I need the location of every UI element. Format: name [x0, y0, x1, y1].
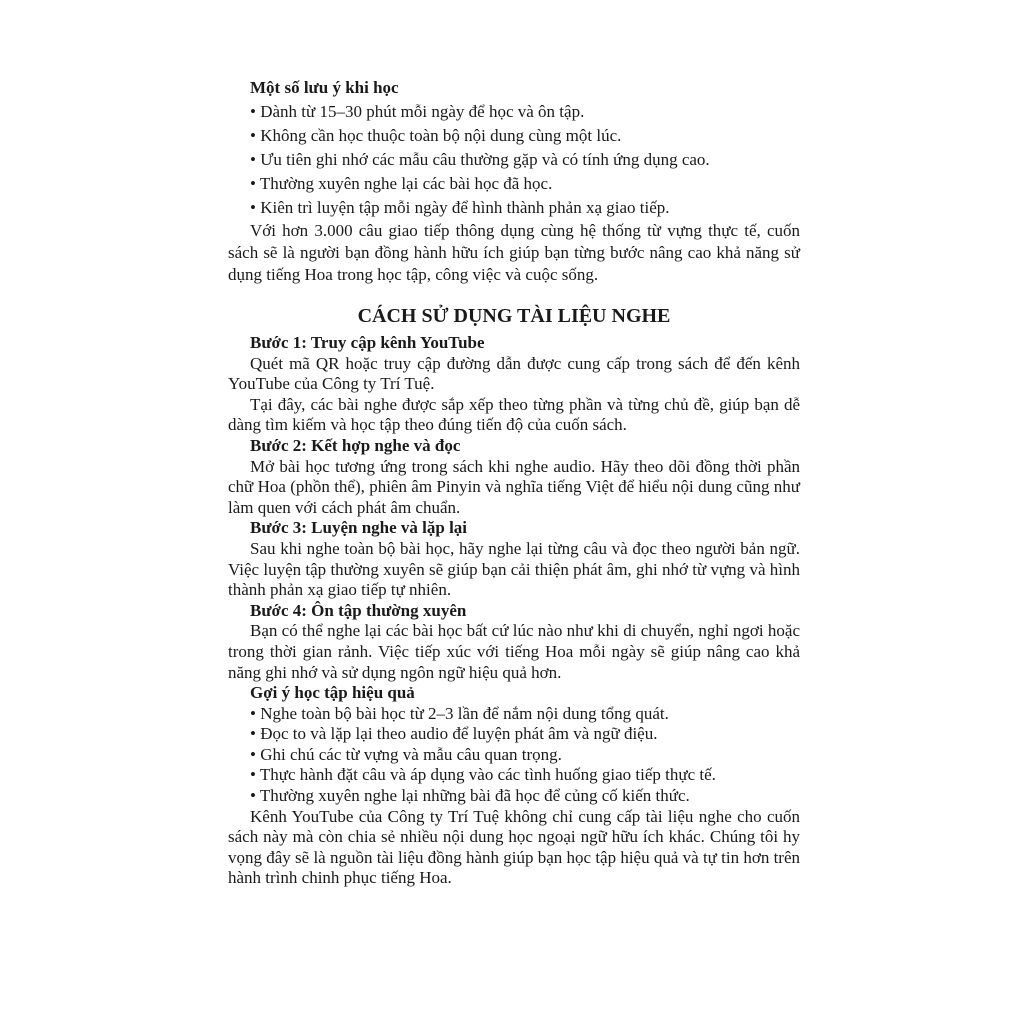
note-item: • Dành từ 15–30 phút mỗi ngày để học và ôn tập. — [250, 102, 585, 121]
step-title: Bước 4: Ôn tập thường xuyên — [250, 600, 467, 620]
step-paragraph: Bạn có thể nghe lại các bài học bất cứ lúc nào như khi di chuyển, nghỉ ngơi hoặc trong thời gian rảnh. Việc tiếp xúc với tiếng Hoa mỗi ngày sẽ giúp nâng cao khả năng ghi nhớ và sử dụng ngôn ngữ hiệu quả hơn. — [228, 621, 800, 682]
intro-paragraph: Với hơn 3.000 câu giao tiếp thông dụng cùng hệ thống từ vựng thực tế, cuốn sách sẽ là người bạn đồng hành hữu ích giúp bạn từng bước nâng cao khả năng sử dụng tiếng Hoa trong học tập, công việc và cuộc sống. — [228, 221, 800, 284]
tip-item: • Ghi chú các từ vựng và mẫu câu quan trọng. — [250, 744, 562, 764]
step-title: Bước 1: Truy cập kênh YouTube — [250, 333, 485, 352]
note-item: • Không cần học thuộc toàn bộ nội dung cùng một lúc. — [250, 126, 622, 145]
tip-item: • Thường xuyên nghe lại những bài đã học để củng cố kiến thức. — [250, 786, 690, 806]
step-title: Bước 3: Luyện nghe và lặp lại — [250, 518, 468, 538]
document-page — [228, 76, 800, 889]
tip-item: • Nghe toàn bộ bài học từ 2–3 lần để nắm nội dung tổng quát. — [250, 703, 669, 723]
step-paragraph: Tại đây, các bài nghe được sắp xếp theo từng phần và từng chủ đề, giúp bạn dễ dàng tìm kiếm và học tập theo đúng tiến độ của cuốn sách. — [228, 394, 800, 435]
step-paragraph: Mở bài học tương ứng trong sách khi nghe audio. Hãy theo dõi đồng thời phần chữ Hoa (phồn thể), phiên âm Pinyin và nghĩa tiếng Việt để hiểu nội dung cũng như làm quen với cách phát âm chuẩn. — [228, 456, 800, 517]
step-paragraph: Quét mã QR hoặc truy cập đường dẫn được cung cấp trong sách để đến kênh YouTube của Công ty Trí Tuệ. — [228, 353, 800, 394]
step-paragraph: Sau khi nghe toàn bộ bài học, hãy nghe lại từng câu và đọc theo người bản ngữ. Việc luyện tập thường xuyên sẽ giúp bạn cải thiện phát âm, ghi nhớ từ vựng và hình thành phản xạ giao tiếp tự nhiên. — [228, 538, 800, 600]
note-item: • Ưu tiên ghi nhớ các mẫu câu thường gặp và có tính ứng dụng cao. — [250, 150, 710, 169]
closing-paragraph: Kênh YouTube của Công ty Trí Tuệ không chỉ cung cấp tài liệu nghe cho cuốn sách này mà còn chia sẻ nhiều nội dung học ngoại ngữ hữu ích khác. Chúng tôi hy vọng đây sẽ là nguồn tài liệu đồng hành giúp bạn học tập hiệu quả và tự tin hơn trên hành trình chinh phục tiếng Hoa. — [228, 806, 800, 888]
note-item: • Kiên trì luyện tập mỗi ngày để hình thành phản xạ giao tiếp. — [250, 198, 670, 217]
notes-heading: Một số lưu ý khi học — [250, 78, 399, 97]
note-item: • Thường xuyên nghe lại các bài học đã học. — [250, 174, 553, 193]
step-title: Bước 2: Kết hợp nghe và đọc — [250, 435, 461, 455]
section-title: CÁCH SỬ DỤNG TÀI LIỆU NGHE — [357, 305, 671, 327]
tip-item: • Thực hành đặt câu và áp dụng vào các tình huống giao tiếp thực tế. — [250, 765, 716, 785]
tips-heading: Gợi ý học tập hiệu quả — [250, 683, 415, 703]
tip-item: • Đọc to và lặp lại theo audio để luyện phát âm và ngữ điệu. — [250, 724, 658, 744]
